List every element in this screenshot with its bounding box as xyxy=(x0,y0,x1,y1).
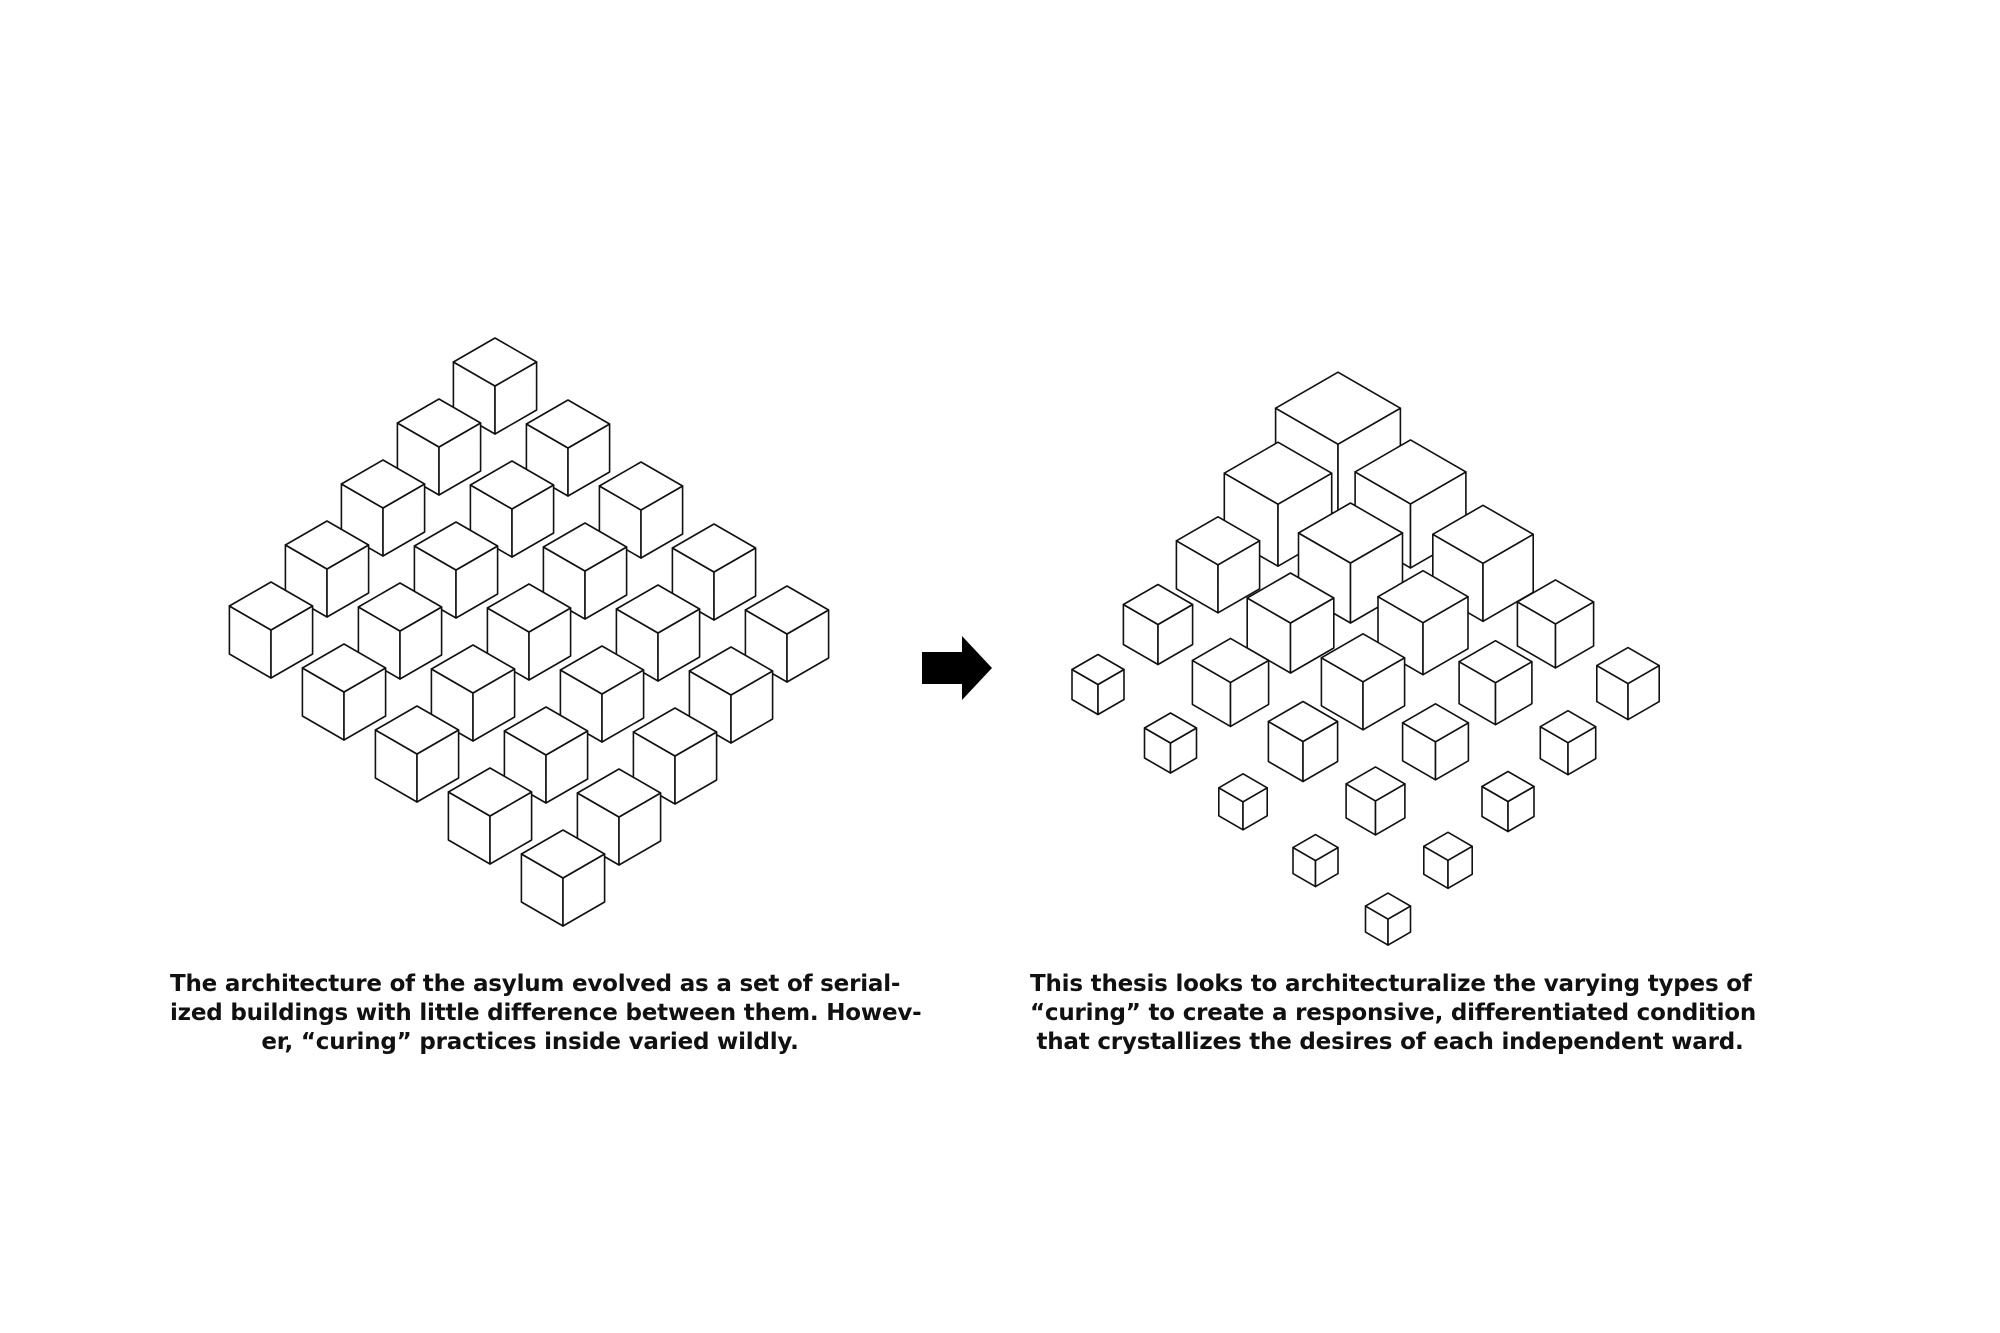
caption-left xyxy=(170,970,922,1057)
differentiated-cube-grid xyxy=(1072,372,1659,945)
cube xyxy=(1459,641,1532,725)
cube xyxy=(1268,702,1337,782)
cube xyxy=(1540,711,1595,775)
cube xyxy=(1424,832,1472,888)
cube xyxy=(1597,648,1659,720)
caption-right xyxy=(1030,970,1757,1057)
caption-right-line: “curing” to create a responsive, differentiated condition xyxy=(1030,1000,1757,1026)
cube xyxy=(1366,893,1411,945)
cube xyxy=(1072,655,1124,715)
cube xyxy=(1482,772,1534,832)
caption-left-line: er, “curing” practices inside varied wildly. xyxy=(261,1029,799,1055)
cube xyxy=(1293,835,1338,887)
uniform-cube-grid xyxy=(229,338,828,926)
arrow-right-icon xyxy=(922,636,992,700)
cube xyxy=(1403,704,1469,780)
cube xyxy=(1123,585,1192,665)
caption-right-line: that crystallizes the desires of each independent ward. xyxy=(1036,1029,1744,1055)
caption-left-line: The architecture of the asylum evolved as a set of serial- xyxy=(170,971,901,997)
cube xyxy=(1346,767,1405,835)
caption-left-line: ized buildings with little difference between them. Howev- xyxy=(170,1000,922,1026)
cube xyxy=(1145,713,1197,773)
cube xyxy=(1219,774,1267,830)
caption-right-line: This thesis looks to architecturalize the varying types of xyxy=(1030,971,1752,997)
